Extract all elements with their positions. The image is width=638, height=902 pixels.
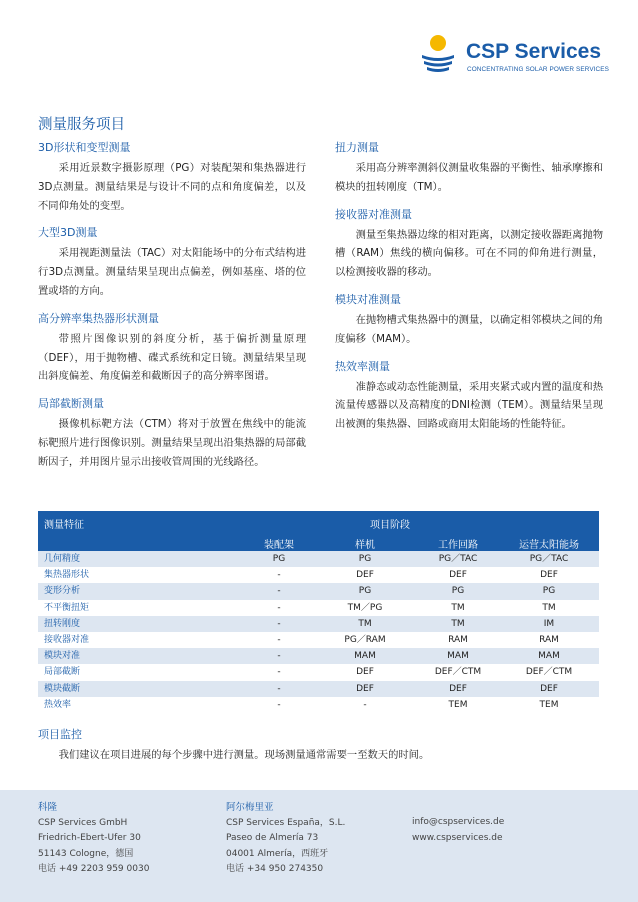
table-cell: TM [542,602,556,613]
table-cell: PG／TAC [438,554,478,564]
measurement-phase-table [38,511,599,713]
table-cell: PG／RAM [344,634,386,645]
table-row [38,583,599,599]
footer-line: CSP Services GmbH [38,817,128,828]
table-cell: TEM [448,699,468,710]
table-row [38,567,599,583]
table-header [38,511,599,551]
section-body: 采用视距测量法（TAC）对太阳能场中的分布式结构进行3D点测量。测量结果呈现出点偏差，例如基座、塔的位置或塔的方向。 [38,247,306,297]
table-cell: - [277,699,281,710]
section-heading: 高分辨率集热器形状测量 [38,311,159,325]
table-cell: - [277,683,281,694]
section-heading: 热效率测量 [335,359,390,373]
table-cell: TEM [539,699,559,710]
section-body: 准静态或动态性能测量，采用夹紧式或内置的温度和热流量传感器以及高精度的DNI检测（TEM）。测量结果呈现出被测的集热器、回路或商用太阳能场的性能特征。 [335,380,603,431]
phase-header: 样机 [355,540,375,551]
footer-line: 电话 +49 2203 959 0030 [38,864,150,874]
section-local-intercept [38,396,306,471]
table-cell: DEF [356,570,374,581]
table-cell: - [277,602,281,613]
footer-almeria [226,800,345,878]
row-label: 变形分析 [44,586,81,597]
section-receiver-alignment [335,207,603,282]
table-row [38,551,599,567]
sun-wave-logo-icon [420,34,456,74]
section-heading: 大型3D测量 [38,226,98,240]
section-heading: 局部截断测量 [38,397,104,411]
table-cell: PG [272,554,286,564]
row-label: 几何精度 [44,554,81,564]
table-row [38,648,599,664]
table-cell: DEF [356,683,374,694]
row-label: 扭转刚度 [44,618,81,629]
section-3d-shape [38,140,306,215]
table-cell: MAM [354,651,376,662]
section-body: 采用高分辨率测斜仪测量收集器的平衡性、轴承摩擦和模块的扭转刚度（TM）。 [335,162,603,193]
footer-line: 电话 +34 950 274350 [226,864,324,874]
table-cell: - [277,618,281,629]
project-monitoring [38,726,429,764]
table-cell: DEF [356,667,374,678]
table-cell: TM [451,602,465,613]
logo-title: CSP Services [466,40,602,63]
footer-line: 51143 Cologne，德国 [38,848,134,859]
left-column [38,140,306,482]
table-cell: DEF [449,570,467,581]
table-cell: PG [451,586,465,597]
section-heading: 扭力测量 [335,141,379,154]
table-cell: PG／TAC [529,554,569,564]
table-cell: RAM [539,634,559,645]
logo-subtitle: CONCENTRATING SOLAR POWER SERVICES [467,66,610,73]
row-label: 集热器形状 [44,570,90,581]
table-row [38,616,599,632]
table-cell: TM [358,618,372,629]
section-thermal-efficiency [335,359,603,434]
table-cell: - [363,699,367,710]
company-logo [420,34,610,78]
section-torsion [335,140,603,197]
header-feature: 测量特征 [44,520,84,531]
row-label: 局部截断 [44,667,81,678]
monitor-body: 我们建议在项目进展的每个步骤中进行测量。现场测量通常需要一至数天的时间。 [58,749,430,761]
table-cell: TM [451,618,465,629]
row-label: 接收器对准 [44,634,90,645]
table-cell: MAM [538,651,560,662]
table-row [38,697,599,713]
table-cell: DEF [449,683,467,694]
footer [0,790,638,902]
table-cell: DEF [540,570,558,581]
section-module-alignment [335,292,603,349]
phase-header: 装配架 [264,540,294,551]
footer-website-link[interactable]: www.cspservices.de [412,832,503,843]
table-cell: PG [358,554,372,564]
table-cell: - [277,634,281,645]
section-body: 摄像机标靶方法（CTM）将对于放置在焦线中的能流标靶照片进行图像识别。测量结果呈现出沿集热器的局部截断因子，并用图片显示出接收管周围的光线路径。 [38,418,306,468]
monitor-heading: 项目监控 [38,728,82,741]
table-row [38,632,599,648]
section-body: 采用近景数字摄影原理（PG）对装配架和集热器进行3D点测量。测量结果是与设计不同的点和角度偏差，以及不同仰角处的变型。 [38,162,306,212]
footer-email-link[interactable]: info@cspservices.de [412,817,505,827]
row-label: 不平衡扭矩 [44,602,90,613]
table-cell: MAM [447,651,469,662]
phase-header: 工作回路 [438,540,478,551]
right-column [335,140,603,444]
footer-contact [412,815,504,846]
footer-line: Paseo de Almería 73 [226,833,319,843]
table-cell: DEF [540,683,558,694]
page-title: 测量服务项目 [38,117,125,133]
phase-header: 运营太阳能场 [519,540,579,551]
section-heading: 3D形状和变型测量 [38,141,131,154]
footer-city: 阿尔梅里亚 [226,802,274,813]
table-cell: IM [543,618,555,629]
table-cell: DEF／CTM [525,667,573,678]
table-body [38,551,599,713]
row-label: 热效率 [44,699,72,710]
table-cell: - [277,667,281,678]
section-large-3d [38,225,306,300]
table-cell: - [277,651,281,662]
section-heading: 模块对准测量 [335,292,401,306]
table-row [38,681,599,697]
footer-line: Friedrich-Ebert-Ufer 30 [38,833,141,843]
table-cell: - [277,586,281,597]
table-cell: TM／PG [347,602,383,613]
section-body: 带照片图像识别的斜度分析，基于偏折测量原理（DEF），用于抛物槽、碟式系统和定日镜。测量结果呈现出斜度偏差、角度偏差和截断因子的高分辨率图谱。 [38,332,306,383]
header-phase: 项目阶段 [370,520,410,531]
table-cell: - [277,570,281,581]
footer-line: CSP Services España，S.L. [226,817,346,828]
table-cell: PG [358,586,372,597]
footer-city: 科隆 [38,802,58,813]
row-label: 模块对准 [44,651,81,662]
table-cell: RAM [448,634,468,645]
table-row [38,664,599,680]
table-cell: PG [542,586,556,597]
table-cell: DEF／CTM [434,667,482,678]
table-row [38,600,599,616]
section-body: 测量至集热器边缘的相对距离，以测定接收器距离抛物槽（RAM）焦线的横向偏移。可在不同的仰角进行测量，以检测接收器的移动。 [335,228,603,279]
footer-cologne [38,800,149,878]
row-label: 模块截断 [44,683,81,694]
section-body: 在抛物槽式集热器中的测量，以确定相邻模块之间的角度偏移（MAM）。 [335,313,603,345]
section-heading: 接收器对准测量 [335,207,412,221]
section-hires-shape [38,311,306,386]
footer-line: 04001 Almería，西班牙 [226,848,329,859]
